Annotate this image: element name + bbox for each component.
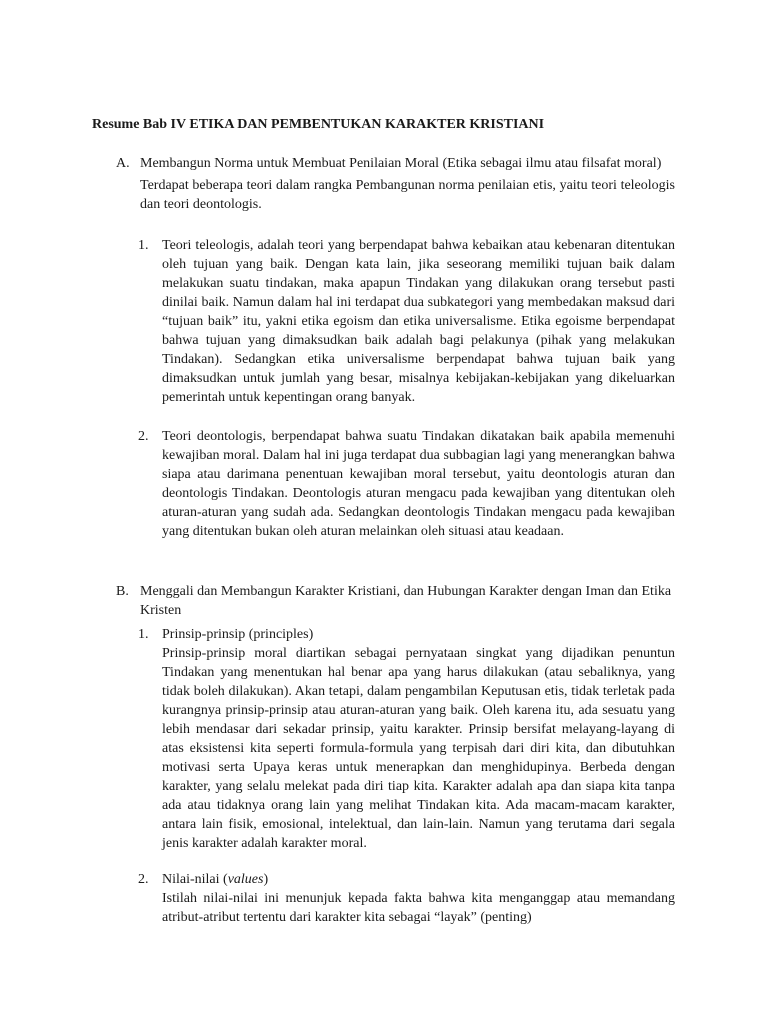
- section-b-item-2-text: Istilah nilai-nilai ini menunjuk kepada fakta bahwa kita menganggap atau memandang atribut-atribut tertentu dari karakter kita sebagai “layak” (penting): [162, 891, 675, 925]
- section-a-item-2-text: Teori deontologis, berpendapat bahwa suatu Tindakan dikatakan baik apabila memenuhi kewajiban moral. Dalam hal ini juga terdapat dua subbagian lagi yang menerangkan bahwa siapa atau darimana penentuan kewajiban moral tersebut, yaitu deontologis aturan dan deontologis Tindakan. Deontologis aturan mengacu pada kewajiban yang ditentukan oleh aturan-aturan yang sudah ada. Sedangkan deontologis Tindakan mengacu pada kewajiban yang ditentukan bukan oleh aturan melainkan oleh situasi atau keadaan.: [162, 429, 675, 539]
- section-b-item-2-marker: 2.: [138, 872, 149, 887]
- section-b-item-1: [138, 625, 675, 853]
- section-b-marker: B.: [116, 584, 129, 599]
- section-a-intro: Terdapat beberapa teori dalam rangka Pembangunan norma penilaian etis, yaitu teori teleologis dan teori deontologis.: [140, 178, 675, 212]
- section-b: [116, 582, 675, 620]
- section-b-item-2-label: [162, 870, 675, 889]
- section-b-item-2-label-italic: values: [227, 872, 264, 887]
- section-a-item-2-marker: 2.: [138, 429, 149, 444]
- section-b-item-1-marker: 1.: [138, 627, 149, 642]
- section-a-heading-row: [116, 154, 675, 173]
- section-b-item-2-label-suffix: ): [263, 872, 269, 887]
- section-a-heading: Membangun Norma untuk Membuat Penilaian Moral (Etika sebagai ilmu atau filsafat moral): [140, 156, 662, 171]
- section-b-item-2-label-prefix: Nilai-nilai (: [162, 872, 228, 887]
- section-b-heading-row: [116, 582, 675, 620]
- section-a-marker: A.: [116, 156, 130, 171]
- section-b-item-2: [138, 870, 675, 927]
- section-a-item-1: [138, 236, 675, 407]
- section-a: [116, 154, 675, 214]
- document-title: Resume Bab IV ETIKA DAN PEMBENTUKAN KARAKTER KRISTIANI: [92, 117, 545, 132]
- section-b-heading: Menggali dan Membangun Karakter Kristiani, dan Hubungan Karakter dengan Iman dan Etika Kristen: [140, 584, 672, 618]
- section-a-item-2: [138, 427, 675, 541]
- section-b-item-1-text: Prinsip-prinsip moral diartikan sebagai pernyataan singkat yang dijadikan penuntun Tindakan yang menentukan hal benar apa yang harus dilakukan (atau sebaliknya, yang tidak boleh dilakukan). Akan tetapi, dalam pengambilan Keputusan etis, tidak terletak pada kurangnya prinsip-prinsip atau aturan-aturan yang baik. Oleh karena itu, ada sesuatu yang lebih mendasar dari sekadar prinsip, yaitu karakter. Prinsip bersifat melayang-layang di atas eksistensi kita seperti formula-formula yang terpisah dari diri kita, dan dibutuhkan motivasi serta Upaya keras untuk menerapkan dan menghidupinya. Berbeda dengan karakter, yang selalu melekat pada diri tiap kita. Karakter adalah apa dan siapa kita tanpa ada atau tidaknya orang lain yang melihat Tindakan kita. Ada macam-macam karakter, antara lain fisik, emosional, intelektual, dan lain-lain. Namun yang terutama dari segala jenis karakter adalah karakter moral.: [162, 646, 675, 851]
- section-b-item-1-label: Prinsip-prinsip (principles): [162, 627, 314, 642]
- section-a-item-1-marker: 1.: [138, 238, 149, 253]
- section-a-item-1-text: Teori teleologis, adalah teori yang berpendapat bahwa kebaikan atau kebenaran ditentukan oleh tujuan yang baik. Dengan kata lain, jika seseorang memiliki tujuan baik dalam melakukan suatu tindakan, maka apapun Tindakan yang dilakukan orang tersebut pasti dinilai baik. Namun dalam hal ini terdapat dua subkategori yang membedakan maksud dari “tujuan baik” itu, yakni etika egoism dan etika universalisme. Etika egoisme berpendapat bahwa tujuan yang dimaksudkan baik adalah bagi pelakunya (pihak yang melakukan Tindakan). Sedangkan etika universalisme berpendapat bahwa tujuan baik yang dimaksudkan untuk jumlah yang besar, misalnya kebijakan-kebijakan yang dikeluarkan pemerintah untuk kepentingan orang banyak.: [162, 238, 675, 405]
